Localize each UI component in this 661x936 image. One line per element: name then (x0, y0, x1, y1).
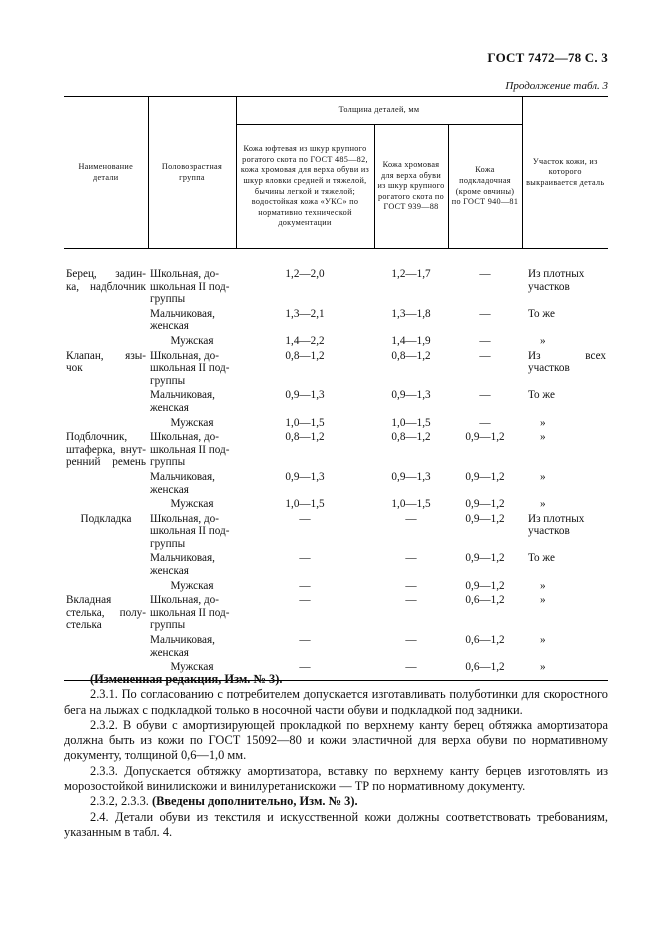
table-cell-area: » (540, 498, 546, 511)
table-cell-leather-yuft: 1,3—2,1 (285, 307, 325, 320)
table-cell-area: » (540, 661, 546, 674)
column-header-group: Половозрастная группа (148, 97, 236, 249)
table-cell-leather-lining: 0,9—1,2 (465, 431, 505, 444)
table-cell-leather-chrome: 0,9—1,3 (391, 470, 431, 483)
table-cell-leather-yuft: 0,9—1,3 (285, 389, 325, 402)
table-cell-leather-chrome: 1,2—1,7 (391, 268, 431, 280)
column-header-leather-yuft: Кожа юфтевая из шкур крупного рогатого скота по ГОСТ 485—82, кожа хромовая для верха обуви из шкур яловки средней и тяжелой, бычины легкой и тяжелой; водостойкая кожа «УКС» по нормативно технической документации (236, 125, 374, 249)
table-row (64, 634, 608, 661)
reference-numbers: 2.3.2, 2.3.3. (90, 794, 152, 809)
table-cell-area: Из всех участков (528, 349, 607, 375)
table-cell-leather-yuft: 1,2—2,0 (285, 268, 325, 280)
table-cell-leather-yuft: 1,4—2,2 (285, 334, 325, 347)
table-row (64, 389, 608, 416)
table-cell-area: » (540, 634, 546, 647)
thickness-table (64, 96, 608, 681)
table-cell-leather-chrome: 0,8—1,2 (391, 431, 431, 444)
table-cell-leather-lining: 0,6—1,2 (465, 661, 505, 674)
table-cell-group: Школьная, до- школьная II под- группы (150, 349, 230, 387)
column-header-thickness: Толщина деталей, мм (236, 97, 522, 125)
table-continuation-label: Продолжение табл. 3 (505, 80, 608, 92)
page-header: ГОСТ 7472—78 С. 3 (487, 50, 608, 65)
table-cell-leather-yuft: — (299, 579, 311, 592)
table-cell-leather-chrome: 1,3—1,8 (391, 307, 431, 320)
table-body (64, 249, 608, 681)
table-row (64, 417, 608, 432)
table-cell-leather-chrome: 1,4—1,9 (391, 334, 431, 347)
table-cell-area: » (540, 431, 546, 444)
paragraph-2-4: 2.4. Детали обуви из текстиля и искусственной кожи должны соответствовать требованиям, указанным в табл. 4. (64, 809, 608, 839)
table-cell-leather-lining: 0,9—1,2 (465, 498, 505, 511)
column-header-part: Наименование детали (64, 97, 148, 249)
table-cell-group: Мальчиковая, женская (150, 634, 215, 659)
table-cell-leather-lining: — (479, 389, 491, 402)
table-cell-leather-yuft: — (299, 661, 311, 674)
table-cell-leather-chrome: — (405, 634, 417, 647)
table-cell-leather-yuft: — (299, 594, 311, 607)
table-cell-leather-lining: — (479, 268, 491, 280)
table-cell-leather-lining: — (479, 307, 491, 320)
column-header-area: Участок кожи, из которого выкраивается деталь (522, 97, 608, 249)
table-cell-part: Вкладная стелька, полу- стелька (66, 594, 146, 632)
table-cell-part: Подкладка (80, 512, 132, 525)
table-cell-leather-chrome: — (405, 579, 417, 592)
table-cell-leather-lining: — (479, 334, 491, 347)
table-cell-leather-lining: 0,9—1,2 (465, 470, 505, 483)
table-cell-group: Школьная, до- школьная II под- группы (150, 594, 230, 632)
table-cell-area: То же (528, 552, 555, 565)
table-row (64, 268, 608, 308)
table-cell-leather-lining: 0,9—1,2 (465, 512, 505, 525)
table-cell-leather-chrome: — (405, 552, 417, 565)
table-row (64, 471, 608, 498)
table-cell-leather-chrome: — (405, 594, 417, 607)
reference-note: (Введены дополнительно, Изм. № 3). (151, 794, 358, 809)
table-cell-part (64, 498, 148, 513)
table-cell-leather-lining: 0,6—1,2 (465, 594, 505, 607)
table-cell-part: Берец, задин- ка, надблочник (66, 268, 146, 293)
table-cell-area: » (540, 579, 546, 592)
paragraph-2-3-2: 2.3.2. В обуви с амортизирующей прокладкой по верхнему канту берец обтяжка амортизатора должна быть из кожи по ГОСТ 15092—80 и кожи эластичной для верха обуви по нормативному документу, толщиной 0,6—1,0 мм. (64, 717, 608, 763)
paragraph-2-3-3: 2.3.3. Допускается обтяжку амортизатора, вставку по верхнему канту берцев изготовлять из морозостойкой винилискожи и винилуретанискожи — ТР по нормативному документу. (64, 763, 608, 794)
table-cell-part (64, 580, 148, 595)
table-cell-group: Школьная, до- школьная II под- группы (150, 431, 230, 469)
table-cell-group: Мальчиковая, женская (150, 552, 215, 578)
amendment-note: (Измененная редакция, Изм. № 3). (90, 672, 283, 686)
table-cell-part (64, 389, 148, 416)
table-cell-area: » (540, 416, 546, 429)
table-cell-area: » (540, 470, 546, 483)
table-cell-group: Мальчиковая, женская (150, 389, 215, 414)
table-cell-leather-chrome: 1,0—1,5 (391, 416, 431, 429)
table-cell-leather-lining: — (479, 416, 491, 429)
table-cell-group: Школьная, до- школьная II под- группы (150, 268, 230, 306)
table-cell-leather-yuft: — (299, 634, 311, 647)
table-cell-leather-yuft: 0,8—1,2 (285, 349, 325, 362)
table-row (64, 335, 608, 350)
table-cell-group: Школьная, до- школьная II под- группы (150, 512, 230, 550)
paragraph-2-3-1: 2.3.1. По согласованию с потребителем допускается изготавливать полуботинки для скоростного бега на лыжах с подкладкой только в носочной части обуви и подкладкой под задники. (64, 687, 608, 717)
table-cell-leather-yuft: 1,0—1,5 (285, 498, 325, 511)
table-row (64, 513, 608, 553)
table-row (64, 431, 608, 471)
table-cell-area: » (540, 594, 546, 607)
table-cell-leather-yuft: 0,9—1,3 (285, 470, 325, 483)
table-cell-leather-lining: 0,9—1,2 (465, 552, 505, 565)
table-cell-area: » (540, 334, 546, 347)
table-row (64, 580, 608, 595)
table-cell-group: Мальчиковая, женская (150, 470, 215, 496)
table-cell-leather-lining: 0,9—1,2 (465, 579, 505, 592)
table-cell-leather-yuft: 1,0—1,5 (285, 416, 325, 429)
table-cell-leather-chrome: — (405, 512, 417, 525)
paragraph-2-3-3-reference (64, 794, 608, 809)
table-row (64, 350, 608, 390)
body-text (64, 672, 608, 840)
table-cell-leather-lining: 0,6—1,2 (465, 634, 505, 647)
table-cell-group: Мужская (170, 498, 214, 511)
table-cell-leather-yuft: — (299, 552, 311, 565)
table-cell-part: Клапан, язы- чок (66, 349, 146, 375)
table-cell-leather-chrome: 1,0—1,5 (391, 498, 431, 511)
table-cell-area: То же (528, 307, 555, 320)
table-row (64, 594, 608, 634)
table-cell-leather-chrome: 0,8—1,2 (391, 349, 431, 362)
column-header-leather-lining: Кожа подкладочная (кроме овчины) по ГОСТ 940—81 (448, 125, 522, 249)
table-cell-part (64, 634, 148, 661)
table-cell-part (64, 308, 148, 335)
table-cell-area: То же (528, 389, 555, 402)
table-cell-part (64, 552, 148, 579)
table-cell-leather-yuft: — (299, 512, 311, 525)
table-row (64, 498, 608, 513)
table-cell-group: Мужская (170, 334, 214, 347)
table-cell-group: Мужская (170, 661, 214, 674)
table-cell-area: Из плотных участков (528, 268, 585, 293)
table-cell-part (64, 417, 148, 432)
table-cell-group: Мужская (170, 416, 214, 429)
table-cell-leather-chrome: 0,9—1,3 (391, 389, 431, 402)
table-cell-part (64, 335, 148, 350)
column-header-leather-chrome: Кожа хромовая для верха обуви из шкур крупного рогатого скота по ГОСТ 939—88 (374, 125, 448, 249)
table-row (64, 552, 608, 579)
table-cell-part (64, 471, 148, 498)
table-cell-leather-yuft: 0,8—1,2 (285, 431, 325, 444)
table-cell-leather-lining: — (479, 349, 491, 362)
table-cell-area: Из плотных участков (528, 512, 585, 538)
table-cell-part: Подблочник, штаферка, внут- ренний ремень (66, 431, 146, 469)
table-cell-group: Мальчиковая, женская (150, 307, 215, 333)
table-row (64, 308, 608, 335)
table-cell-group: Мужская (170, 579, 214, 592)
table-cell-leather-chrome: — (405, 661, 417, 674)
